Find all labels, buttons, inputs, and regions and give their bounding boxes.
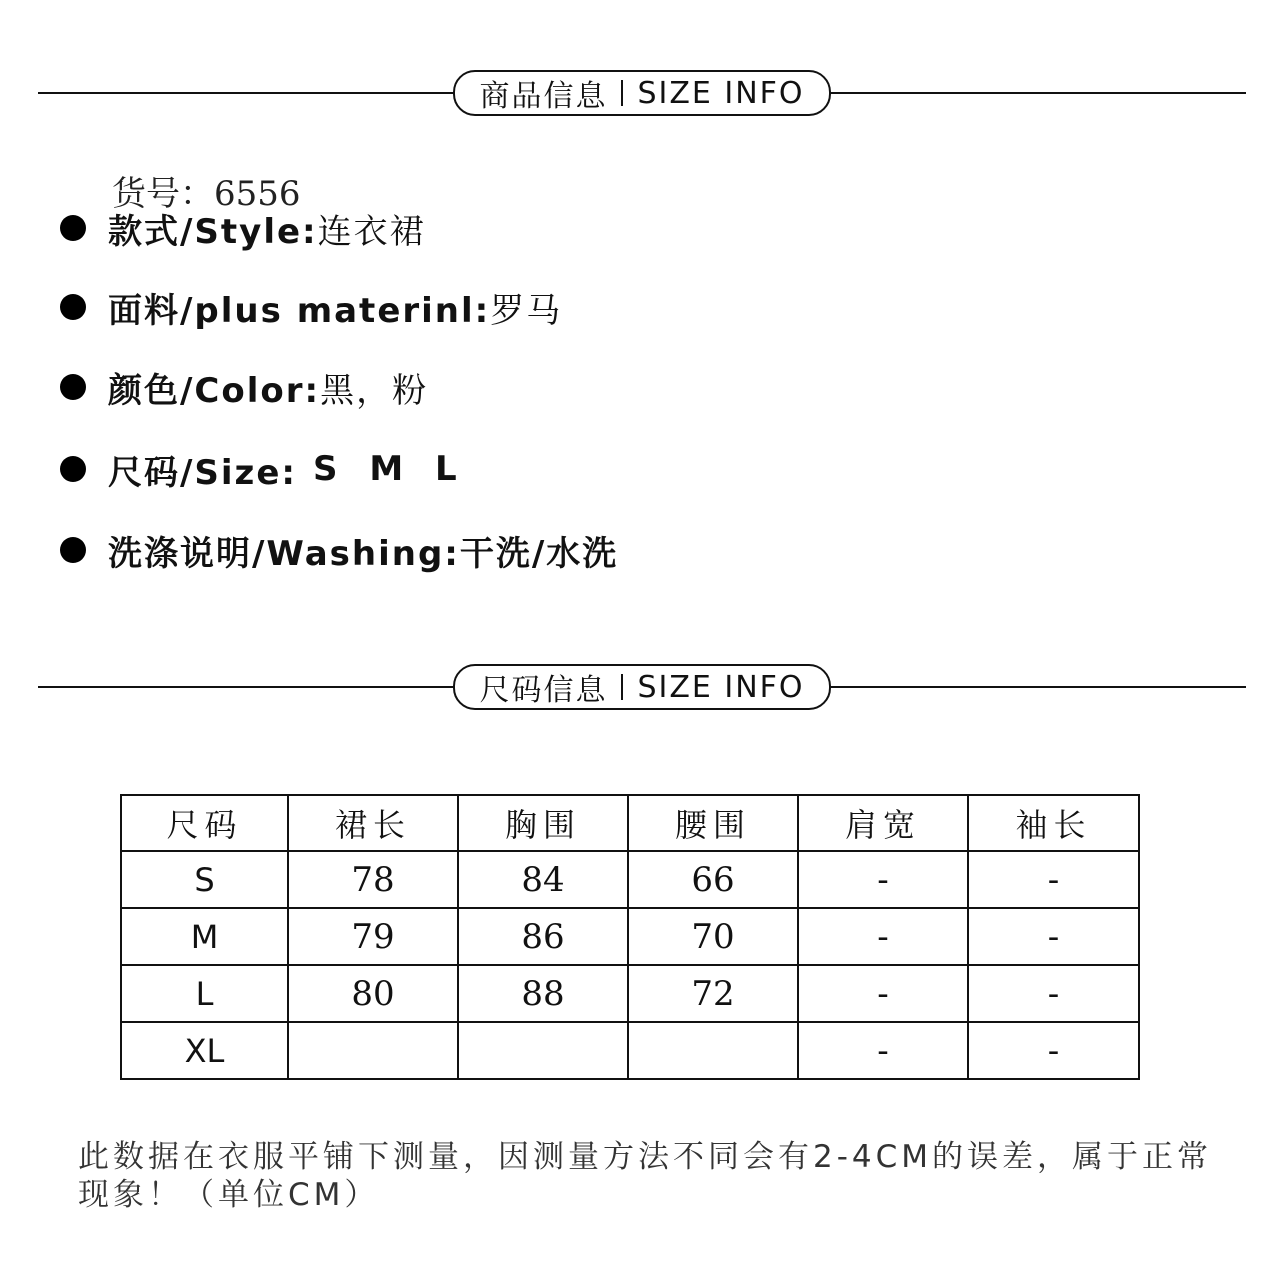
spec-label: 洗涤说明/Washing: [108,533,460,574]
spec-value: S M L [313,449,467,489]
spec-value: 罗马 [490,290,563,331]
cell-skirt-length: 80 [288,965,458,1022]
header-pill [453,664,831,710]
header-cn-title: 尺码信息 [479,673,608,708]
cell-waist: 72 [628,965,798,1022]
header-size: 尺码 [121,795,288,851]
header-pill [453,70,831,116]
spec-label: 款式/Style: [108,211,318,252]
spec-label: 面料/plus materinl: [108,290,491,331]
bullet-icon [60,456,86,482]
header-waist: 腰围 [628,795,798,851]
cell-bust: 88 [458,965,628,1022]
header-en-title: SIZE INFO [637,75,805,111]
spec-value: 黑，粉 [320,370,429,411]
spec-label: 颜色/Color: [108,370,321,411]
header-shoulder: 肩宽 [798,795,968,851]
cell-waist: 70 [628,908,798,965]
cell-sleeve: - [968,965,1139,1022]
product-info-header [38,70,1246,116]
cell-bust [458,1022,628,1079]
bullet-icon [60,215,86,241]
table-row [121,965,1139,1022]
bullet-icon [60,294,86,320]
table-row [121,908,1139,965]
header-separator [621,674,623,700]
spec-washing [60,527,618,573]
cell-shoulder: - [798,908,968,965]
cell-size: S [121,851,288,908]
cell-sleeve: - [968,851,1139,908]
spec-material [60,284,562,330]
table-header-row [121,795,1139,851]
cell-waist: 66 [628,851,798,908]
cell-size: XL [121,1022,288,1079]
cell-shoulder: - [798,1022,968,1079]
cell-sleeve: - [968,908,1139,965]
header-skirt-length: 裙长 [288,795,458,851]
table-row [121,851,1139,908]
spec-label: 尺码/Size: [108,452,298,493]
cell-shoulder: - [798,965,968,1022]
measurement-note: 此数据在衣服平铺下测量，因测量方法不同会有2-4CM的误差，属于正常现象！（单位CM） [78,1139,1213,1213]
spec-size [60,446,467,492]
header-bust: 胸围 [458,795,628,851]
cell-shoulder: - [798,851,968,908]
size-table [120,794,1140,1080]
cell-skirt-length: 79 [288,908,458,965]
size-info-header [38,664,1246,710]
spec-value: 连衣裙 [317,211,426,252]
cell-bust: 86 [458,908,628,965]
header-sleeve: 袖长 [968,795,1139,851]
bullet-icon [60,537,86,563]
header-en-title: SIZE INFO [637,669,805,705]
cell-skirt-length [288,1022,458,1079]
table-row [121,1022,1139,1079]
cell-sleeve: - [968,1022,1139,1079]
spec-value: 干洗/水洗 [459,533,619,574]
cell-size: M [121,908,288,965]
cell-waist [628,1022,798,1079]
header-separator [621,80,623,106]
cell-skirt-length: 78 [288,851,458,908]
spec-color [60,364,428,410]
header-cn-title: 商品信息 [479,79,608,114]
cell-size: L [121,965,288,1022]
item-number: 货号：6556 [112,174,301,214]
spec-style [60,205,426,251]
cell-bust: 84 [458,851,628,908]
bullet-icon [60,374,86,400]
